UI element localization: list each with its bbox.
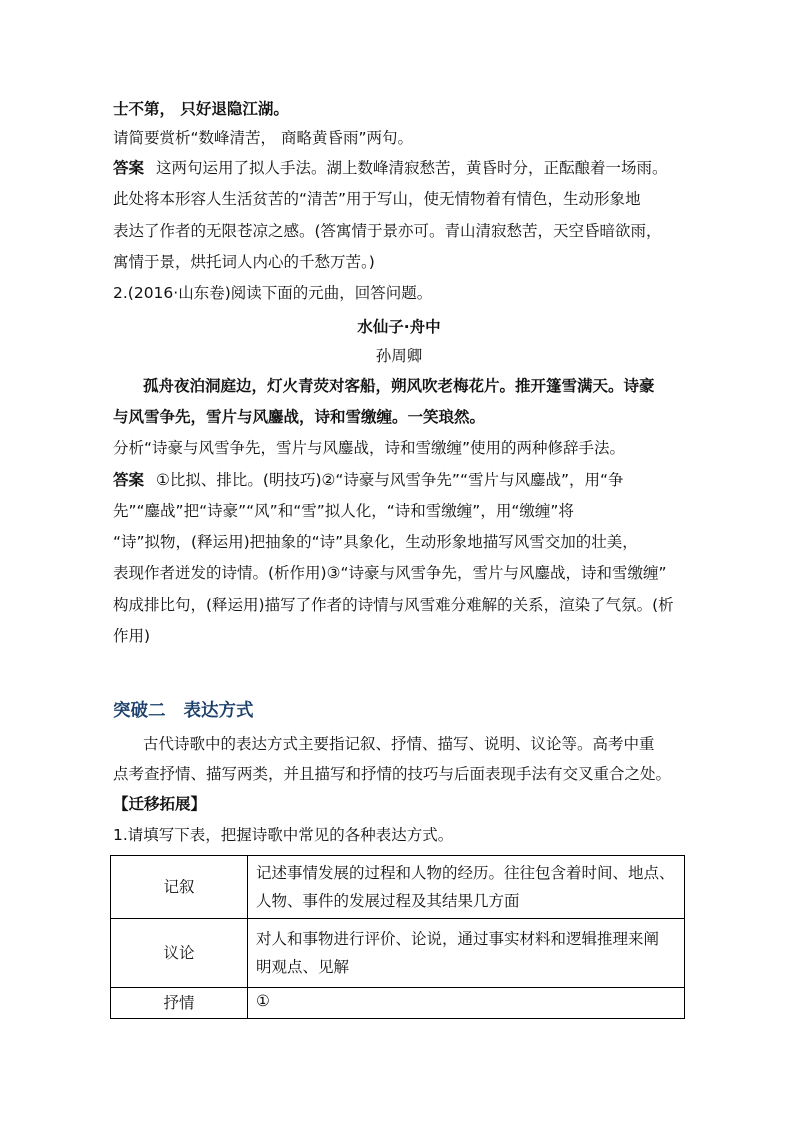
text-line: 士不第， 只好退隐江湖。 — [113, 100, 289, 118]
table-row — [111, 856, 685, 919]
poem-author: 孙周卿 — [375, 347, 423, 365]
table-row — [111, 919, 685, 988]
section-heading-number: 突破二 — [113, 701, 166, 721]
table-desc-line: 对人和事物进行评价、论说，通过事实材料和逻辑推理来阐 — [256, 930, 660, 948]
answer-line — [113, 158, 685, 178]
poem-line: 与风雪争先，雪片与风鏖战，诗和雪缴缠。一笑琅然。 — [113, 408, 486, 426]
answer-line: 作用) — [113, 627, 151, 645]
extension-heading: 【迁移拓展】 — [113, 795, 207, 813]
answer-line: 此处将本形容人生活贫苦的“清苦”用于写山，使无情物着有情色，生动形象地 — [113, 190, 641, 208]
section-heading-title: 表达方式 — [183, 701, 254, 721]
answer-text: ①比拟、排比。(明技巧)②“诗豪与风雪争先”“雪片与风鏖战”，用“争 — [156, 471, 624, 489]
answer-line: “诗”拟物，(释运用)把抽象的“诗”具象化，生动形象地描写风雪交加的壮美， — [113, 533, 638, 551]
answer-line: 先”“鏖战”把“诗豪”“风”和“雪”拟人化，“诗和雪缴缠”，用“缴缠”将 — [113, 502, 574, 520]
answer-text: 这两句运用了拟人手法。湖上数峰清寂愁苦，黄昏时分，正酝酿着一场雨。 — [156, 159, 668, 177]
table-term: 记叙 — [111, 856, 248, 919]
table-desc-line: 明观点、见解 — [256, 958, 350, 976]
answer-line: 构成排比句，(释运用)描写了作者的诗情与风雪难分难解的关系，渲染了气氛。(析 — [113, 596, 674, 614]
task-line: 1.请填写下表，把握诗歌中常见的各种表达方式。 — [113, 826, 454, 844]
table-description — [248, 919, 685, 988]
table-desc-line: 人物、事件的发展过程及其结果几方面 — [256, 892, 520, 910]
answer-line: 寓情于景，烘托词人内心的千愁万苦。) — [113, 253, 375, 271]
table-term: 议论 — [111, 919, 248, 988]
answer-line: 表现作者迸发的诗情。(析作用)③“诗豪与风雪争先，雪片与风鏖战，诗和雪缴缠” — [113, 564, 667, 582]
table-term: 抒情 — [111, 988, 248, 1019]
question-line: 2.(2016·山东卷)阅读下面的元曲，回答问题。 — [113, 284, 433, 302]
table-desc-line: 记述事情发展的过程和人物的经历。往往包含着时间、地点、 — [256, 864, 675, 882]
table-row — [111, 988, 685, 1019]
poem-title: 水仙子·舟中 — [357, 318, 441, 336]
section-heading — [113, 700, 254, 722]
intro-line: 古代诗歌中的表达方式主要指记叙、抒情、描写、说明、议论等。高考中重 — [143, 735, 655, 753]
table-description — [248, 856, 685, 919]
answer-label: 答案 — [113, 471, 145, 489]
table-description[interactable] — [248, 988, 685, 1019]
answer-line: 表达了作者的无限苍凉之感。(答寓情于景亦可。青山清寂愁苦，天空昏暗欲雨， — [113, 222, 662, 240]
question-line: 请简要赏析“数峰清苦， 商略黄昏雨”两句。 — [113, 129, 413, 147]
answer-label: 答案 — [113, 159, 145, 177]
poem-line: 孤舟夜泊洞庭边，灯火青荧对客船，朔风吹老梅花片。推开篷雪满天。诗豪 — [143, 377, 655, 395]
answer-line — [113, 470, 685, 490]
expression-table — [110, 855, 685, 1019]
question-line: 分析“诗豪与风雪争先，雪片与风鏖战，诗和雪缴缠”使用的两种修辞手法。 — [113, 439, 626, 457]
intro-line: 点考查抒情、描写两类，并且描写和抒情的技巧与后面表现手法有交叉重合之处。 — [113, 765, 672, 783]
table-desc-line: ① — [256, 992, 270, 1010]
